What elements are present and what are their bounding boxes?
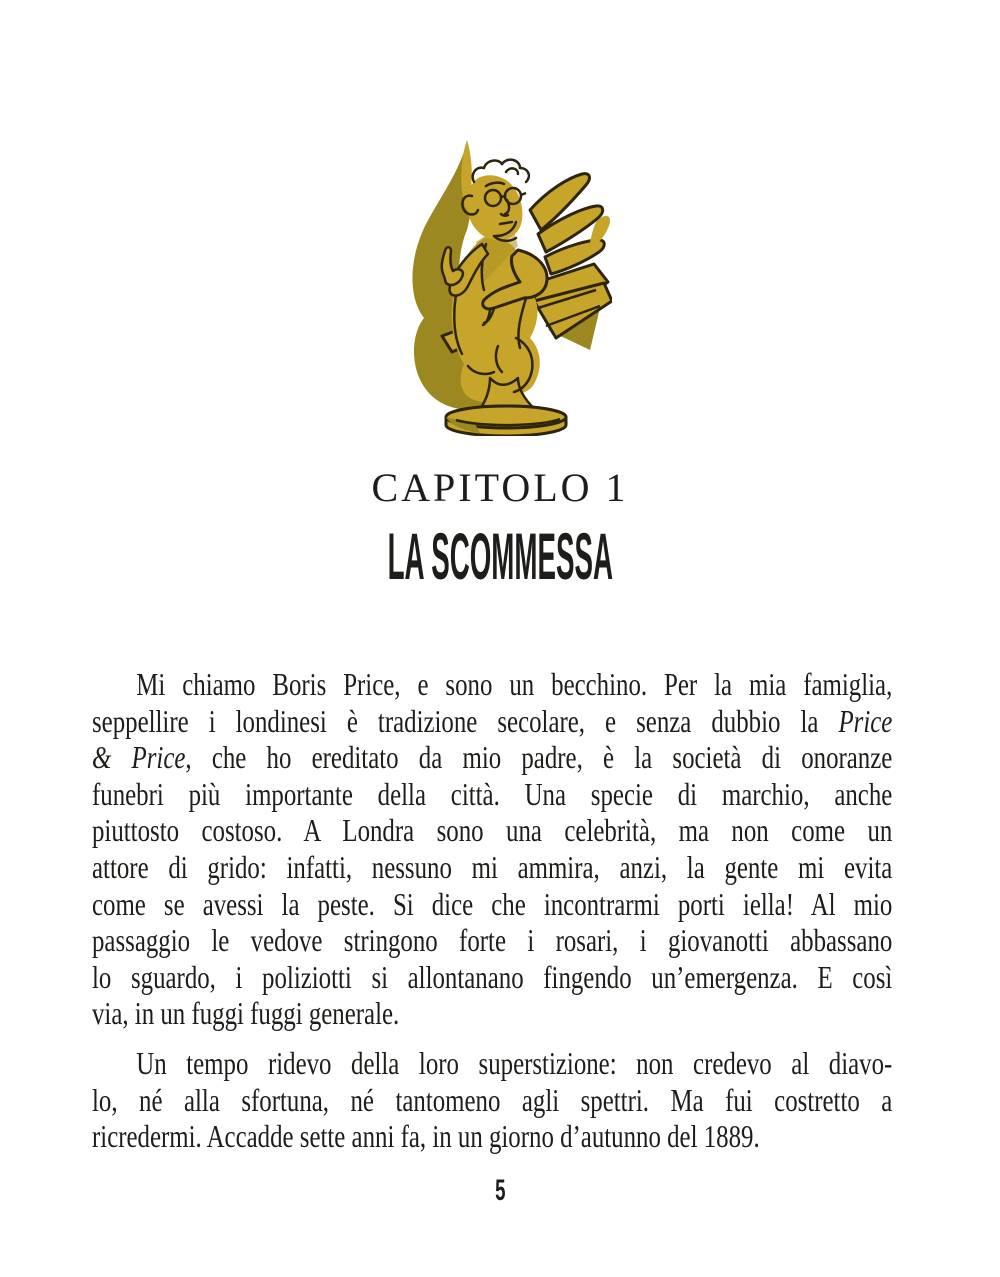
text-line: piuttosto costoso. A Londra sono una celebrità, ma non come un [92, 812, 893, 849]
pedestal-base [446, 406, 566, 436]
chapter-title [0, 519, 1000, 593]
paragraph [92, 1045, 892, 1155]
text-line: & Price, che ho ereditato da mio padre, è la società di onoranze [92, 739, 893, 776]
page-number [0, 1176, 1000, 1206]
text-line: passaggio le vedove stringono forte i rosari, i giovanotti abbassano [92, 922, 893, 959]
text-line: attore di grido: infatti, nessuno mi ammira, anzi, la gente mi evita [92, 848, 893, 885]
text-line: funebri più importante della città. Una specie di marchio, anche [92, 775, 893, 812]
chapter-title-text: LA SCOMMESSA [387, 519, 613, 593]
text-line: lo, né alla sfortuna, né tantomeno agli spettri. Ma fui costretto a [92, 1081, 893, 1118]
statue-body [452, 218, 545, 415]
text-line: via, in un fuggi fuggi generale. [92, 995, 400, 1032]
wing [530, 174, 610, 274]
body-text [92, 666, 892, 1155]
text-line: seppellire i londinesi è tradizione secolare, e senza dubbio la Price [92, 702, 893, 739]
text-line: lo sguardo, i poliziotti si allontanano fingendo un’emergenza. E così [92, 958, 893, 995]
cherub-statue-illustration [398, 138, 612, 436]
text-line: Un tempo ridevo della loro superstizione: non credevo al diavo- [136, 1044, 893, 1081]
text-line: come se avessi la peste. Si dice che incontrarmi porti iella! Al mio [92, 885, 893, 922]
statue-head [462, 160, 528, 241]
page-number-text: 5 [494, 1174, 506, 1207]
text-line: Mi chiamo Boris Price, e sono un becchino. Per la mia famiglia, [136, 666, 893, 702]
paragraph [92, 666, 892, 1032]
chapter-label: CAPITOLO 1 [371, 465, 629, 510]
text-line: ricredermi. Accadde sette anni fa, in un giorno d’autunno del 1889. [92, 1118, 760, 1155]
